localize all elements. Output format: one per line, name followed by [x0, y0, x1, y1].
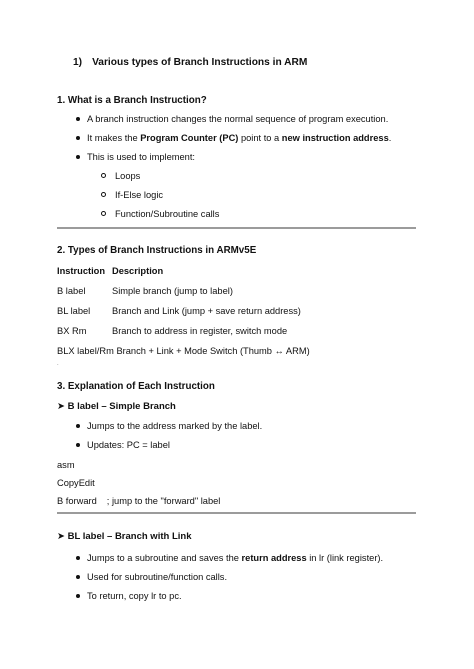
bl-bullet-3: To return, copy lr to pc.: [87, 591, 182, 601]
b-bullet-1: Jumps to the address marked by the label.: [87, 421, 263, 431]
column-header-instruction: Instruction: [57, 266, 106, 276]
table-row-description: Branch and Link (jump + save return address): [112, 306, 301, 316]
return-address-term: return address: [241, 553, 307, 563]
table-row-instruction: BLX label/Rm: [57, 346, 114, 356]
code-line: [57, 495, 220, 507]
b-label-heading: ➤ B label – Simple Branch: [57, 401, 176, 412]
bullet-dot: [76, 594, 80, 598]
b-bullet-2: Updates: PC = label: [87, 440, 170, 450]
table-row-description: Branch + Link + Mode Switch (Thumb ↔ ARM): [116, 346, 310, 356]
table-row-description: Branch to address in register, switch mode: [112, 326, 288, 336]
table-row-combined: [57, 345, 310, 357]
document-title: [73, 57, 307, 69]
sub-item-loops: Loops: [115, 171, 141, 181]
bullet-dot: [76, 575, 80, 579]
bullet-dot: [76, 136, 80, 140]
section1-bullet-3: This is used to implement:: [87, 152, 195, 162]
title-number: 1): [73, 57, 83, 68]
program-counter-term: Program Counter (PC): [140, 133, 239, 143]
section1-bullet-1: A branch instruction changes the normal sequence of program execution.: [87, 114, 389, 124]
horizontal-rule: [57, 227, 416, 229]
section3-heading: 3. Explanation of Each Instruction: [57, 381, 215, 392]
bullet-dot: [76, 443, 80, 447]
sub-bullet-circle: [101, 173, 106, 178]
copy-edit-label: CopyEdit: [57, 478, 95, 488]
stray-mark: .: [57, 361, 59, 367]
column-header-description: Description: [112, 266, 164, 276]
title-text: Various types of Branch Instructions in ARM: [92, 57, 308, 68]
table-row-description: Simple branch (jump to label): [112, 286, 233, 296]
sub-item-if-else: If-Else logic: [115, 190, 164, 200]
new-address-term: new instruction address: [281, 133, 389, 143]
bullet-dot: [76, 117, 80, 121]
bl-bullet-2: Used for subroutine/function calls.: [87, 572, 228, 582]
section1-heading: 1. What is a Branch Instruction?: [57, 95, 207, 106]
section2-heading: 2. Types of Branch Instructions in ARMv5E: [57, 245, 257, 256]
bl-label-heading: ➤ BL label – Branch with Link: [57, 531, 192, 542]
code-instruction: B forward: [57, 496, 97, 506]
code-language-label: asm: [57, 460, 75, 470]
sub-bullet-circle: [101, 192, 106, 197]
horizontal-rule: [57, 512, 416, 514]
section1-bullet-2: It makes the Program Counter (PC) point to a new instruction address.: [87, 133, 392, 143]
sub-bullet-circle: [101, 211, 106, 216]
bl-bullet-1: Jumps to a subroutine and saves the return address in lr (link register).: [87, 553, 384, 563]
bullet-dot: [76, 424, 80, 428]
table-row-instruction: BX Rm: [57, 326, 87, 336]
sub-item-subroutine: Function/Subroutine calls: [115, 209, 220, 219]
table-row-instruction: BL label: [57, 306, 91, 316]
bullet-dot: [76, 556, 80, 560]
bullet-dot: [76, 155, 80, 159]
code-comment: ; jump to the "forward" label: [106, 496, 221, 506]
table-row-instruction: B label: [57, 286, 86, 296]
